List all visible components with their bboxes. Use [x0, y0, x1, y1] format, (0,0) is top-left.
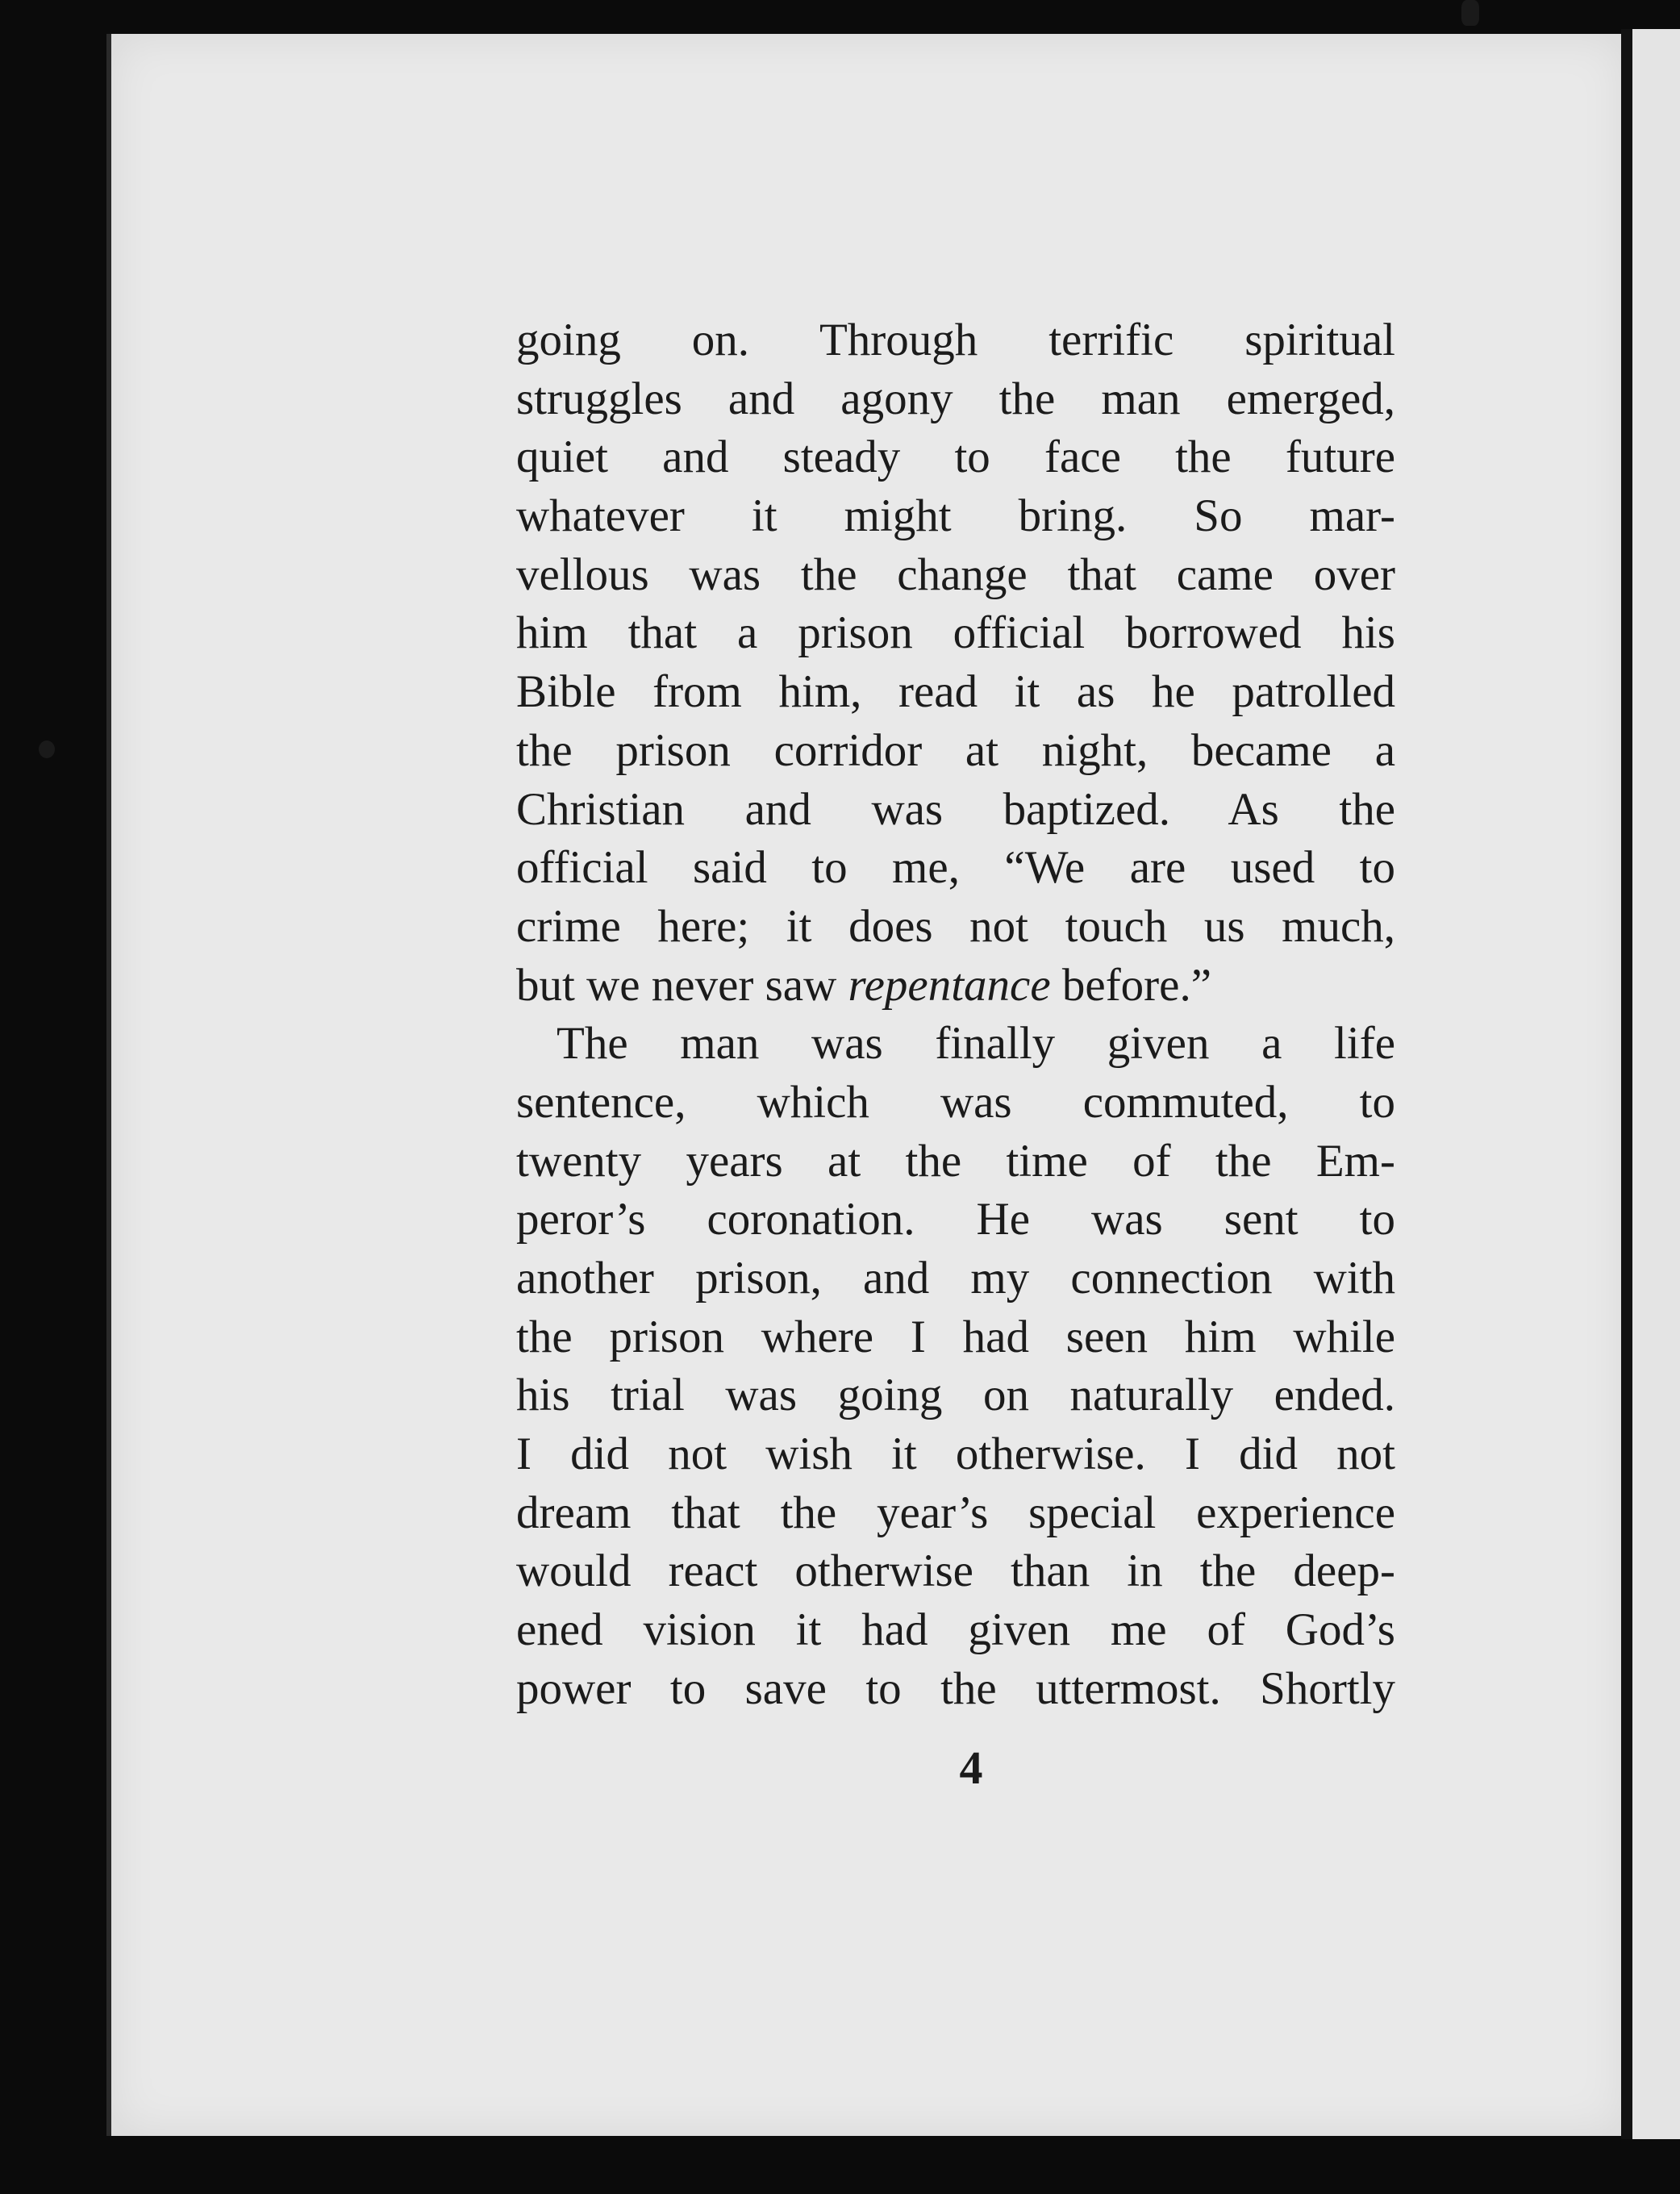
text-line: sentence, which was commuted, to [516, 1076, 1395, 1128]
text-line: going on. Through terrific spiritual [516, 315, 1395, 365]
text-line: I did not wish it otherwise. I did not [516, 1429, 1395, 1480]
text-line: Christian and was baptized. As the [516, 783, 1395, 835]
body-text [516, 311, 1395, 1719]
text-line: his trial was going on naturally ended. [516, 1370, 1395, 1421]
text-line: ened vision it had given me of God’s [516, 1604, 1395, 1656]
page-number: 4 [959, 1741, 983, 1794]
text-line: struggles and agony the man emerged, [516, 373, 1395, 424]
scan-speck [1461, 0, 1479, 26]
text-line: another prison, and my connection with [516, 1253, 1395, 1303]
text-line: power to save to the uttermost. Shortly [516, 1662, 1395, 1714]
scan-speck [39, 740, 55, 758]
text-line: the prison where I had seen him while [516, 1311, 1395, 1362]
page-edge-rule [1621, 29, 1632, 2139]
text-line: twenty years at the time of the Em- [516, 1135, 1395, 1187]
text-line: quiet and steady to face the future [516, 432, 1395, 483]
text-line: whatever it might bring. So mar- [516, 490, 1395, 542]
text-line: vellous was the change that came over [516, 548, 1395, 600]
text-line: but we never saw repentance before.” [516, 959, 1212, 1011]
text-line: crime here; it does not touch us much, [516, 900, 1395, 952]
text-line: peror’s coronation. He was sent to [516, 1194, 1395, 1245]
text-line: him that a prison official borrowed his [516, 607, 1395, 659]
adjacent-page-strip [1632, 29, 1680, 2139]
text-line: the prison corridor at night, became a [516, 724, 1395, 776]
text-line: The man was finally given a life [557, 1018, 1395, 1070]
text-line: official said to me, “We are used to [516, 842, 1395, 894]
text-line: would react otherwise than in the deep- [516, 1545, 1395, 1597]
text-line: dream that the year’s special experience [516, 1487, 1395, 1538]
text-line: Bible from him, read it as he patrolled [516, 666, 1395, 718]
